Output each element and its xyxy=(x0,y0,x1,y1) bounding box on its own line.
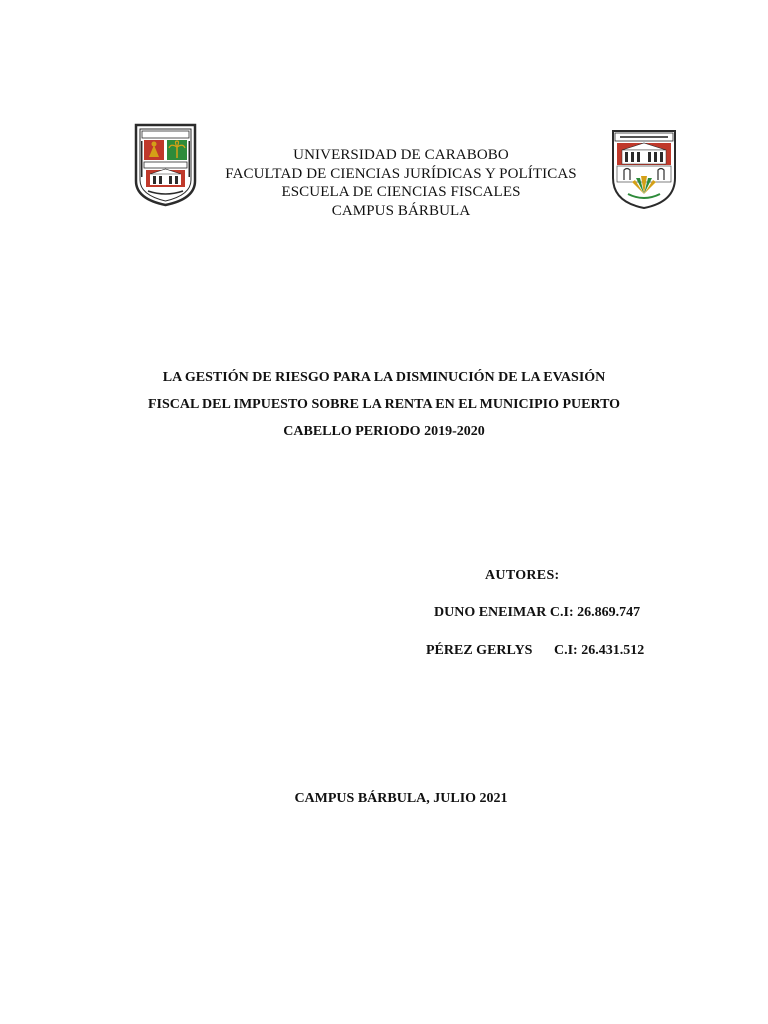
institution-header xyxy=(200,146,602,220)
university-name: UNIVERSIDAD DE CARABOBO xyxy=(293,147,509,163)
title-line-2: FISCAL DEL IMPUESTO SOBRE LA RENTA EN EL MUNICIPIO PUERTO xyxy=(147,397,621,412)
author-name: PÉREZ GERLYS xyxy=(426,643,533,658)
thesis-title xyxy=(120,364,648,445)
university-crest-logo xyxy=(134,123,197,207)
place-date: CAMPUS BÁRBULA, JULIO 2021 xyxy=(294,791,508,806)
faculty-name: FACULTAD DE CIENCIAS JURÍDICAS Y POLÍTICAS xyxy=(225,165,577,182)
authors-label: AUTORES: xyxy=(485,568,560,583)
author-ci: C.I: 26.869.747 xyxy=(549,605,641,620)
author-row xyxy=(426,643,644,659)
author-name: DUNO ENEIMAR xyxy=(434,605,550,620)
faculty-crest-logo xyxy=(610,128,678,210)
title-line-1: LA GESTIÓN DE RIESGO PARA LA DISMINUCIÓN DE LA EVASIÓN xyxy=(162,370,606,385)
title-line-3: CABELLO PERIODO 2019-2020 xyxy=(283,424,485,439)
author-ci: C.I: 26.431.512 xyxy=(553,643,645,658)
campus-name: CAMPUS BÁRBULA xyxy=(331,202,471,219)
school-name: ESCUELA DE CIENCIAS FISCALES xyxy=(281,184,521,200)
author-row xyxy=(434,605,640,621)
